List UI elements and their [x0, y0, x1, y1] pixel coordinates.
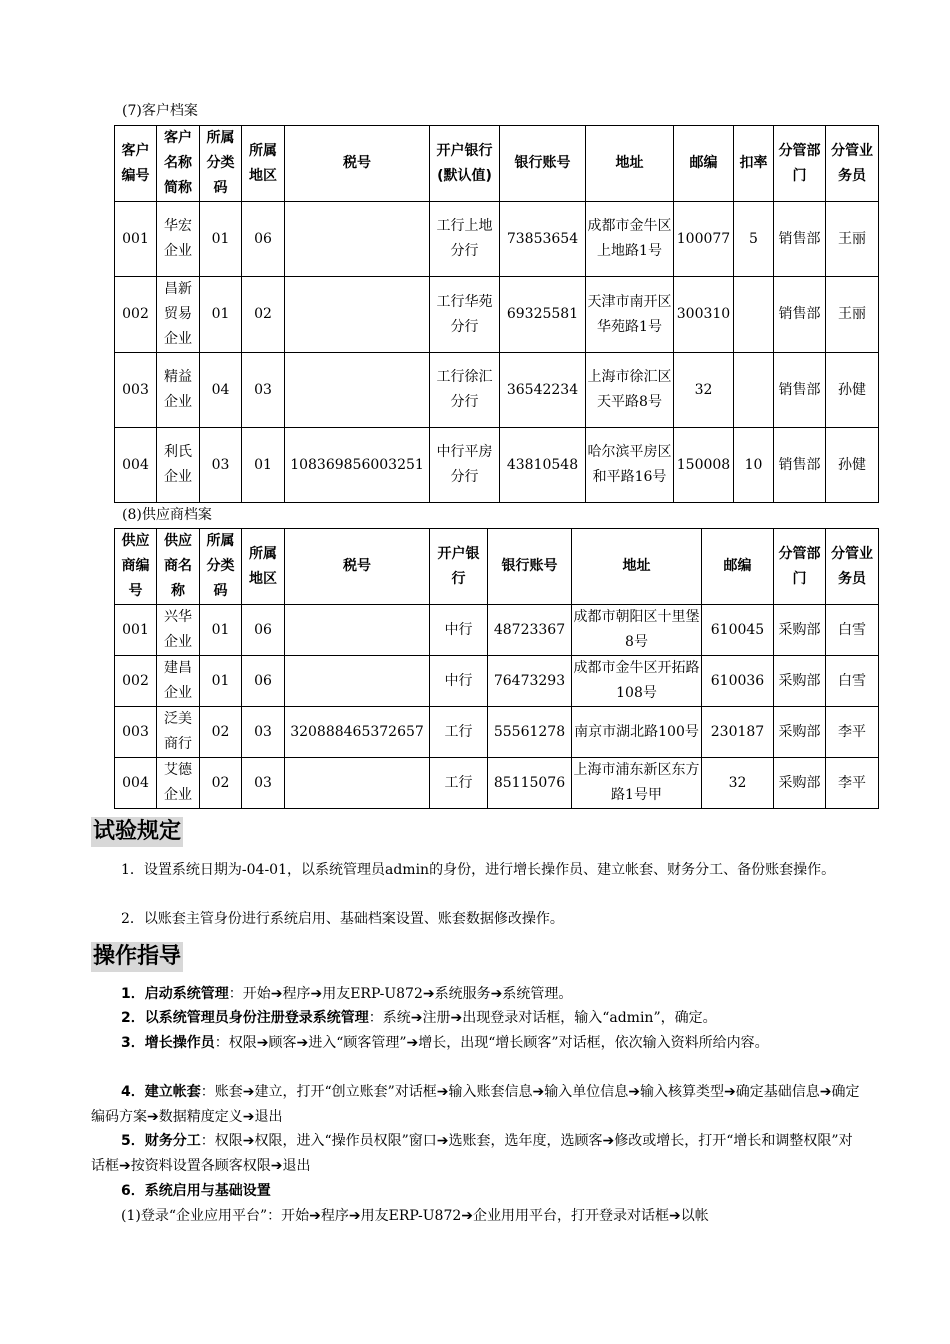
customer-archive-table [114, 125, 879, 503]
table-cell: 01 [200, 656, 242, 707]
table-row [115, 277, 879, 353]
table-cell: 华宏企业 [157, 202, 200, 277]
table-cell: 06 [242, 202, 285, 277]
guide-step [91, 982, 861, 1007]
table-cell: 02 [200, 758, 242, 809]
guide-step-text: (1)登录“企业应用平台”：开始➔程序➔用友ERP-U872➔企业用用平台，打开登录对话框➔以帐 [121, 1208, 709, 1224]
table-cell: 销售部 [774, 202, 826, 277]
table-cell: 108369856003251 [285, 428, 430, 503]
table-row [115, 707, 879, 758]
table-cell: 300310 [674, 277, 734, 353]
table-cell: 01 [242, 428, 285, 503]
table-cell: 48723367 [488, 605, 572, 656]
table-cell: 孙健 [826, 428, 879, 503]
table-cell: 中行平房分行 [430, 428, 500, 503]
table-cell: 02 [200, 707, 242, 758]
table-cell: 03 [242, 758, 285, 809]
table-cell: 销售部 [774, 353, 826, 428]
table-cell: 10 [734, 428, 774, 503]
table-cell: 001 [115, 202, 157, 277]
table-cell: 32 [674, 353, 734, 428]
table-cell: 55561278 [488, 707, 572, 758]
column-header: 分管业务员 [826, 126, 879, 202]
table-cell: 孙健 [826, 353, 879, 428]
guide-step [91, 1031, 861, 1056]
section-heading-guide: 操作指导 [91, 942, 183, 972]
requirement-item: 1．设置系统日期为-04-01，以系统管理员admin的身份，进行增长操作员、建立帐套、财务分工、备份账套操作。 [121, 862, 836, 878]
column-header: 客户编号 [115, 126, 157, 202]
table-cell: 01 [200, 277, 242, 353]
table-cell: 白雪 [826, 656, 879, 707]
table-cell: 白雪 [826, 605, 879, 656]
guide-step-label: 2．以系统管理员身份注册登录系统管理 [121, 1010, 369, 1026]
column-header: 扣率 [734, 126, 774, 202]
table-cell [734, 277, 774, 353]
guide-step [91, 1129, 861, 1178]
table-cell: 03 [200, 428, 242, 503]
guide-step-text: ：权限➔顾客➔进入“顾客管理”➔增长，出现“增长顾客”对话框，依次输入资料所给内容。 [214, 1035, 769, 1051]
table-cell: 002 [115, 277, 157, 353]
table-cell: 天津市南开区华苑路1号 [586, 277, 674, 353]
table-cell: 兴华企业 [157, 605, 200, 656]
table-cell: 李平 [826, 707, 879, 758]
table-cell: 利氏企业 [157, 428, 200, 503]
column-header: 所属分类码 [200, 126, 242, 202]
table-row [115, 428, 879, 503]
requirement-item: 2．以账套主管身份进行系统启用、基础档案设置、账套数据修改操作。 [121, 911, 564, 927]
table-cell: 004 [115, 758, 157, 809]
column-header: 分管部门 [774, 126, 826, 202]
table-cell [285, 202, 430, 277]
table-cell: 上海市徐汇区天平路8号 [586, 353, 674, 428]
table-cell: 工行华苑分行 [430, 277, 500, 353]
table-cell: 采购部 [774, 605, 826, 656]
table-cell: 01 [200, 605, 242, 656]
table-cell: 销售部 [774, 428, 826, 503]
table-cell [285, 277, 430, 353]
guide-step-text: ：权限➔权限，进入“操作员权限”窗口➔选账套，选年度，选顾客➔修改或增长，打开“增长和调整权限”对话框➔按资料设置各顾客权限➔退出 [91, 1133, 853, 1174]
column-header: 供应商名称 [157, 529, 200, 605]
table-cell: 610045 [702, 605, 774, 656]
table-cell: 001 [115, 605, 157, 656]
table-cell: 100077 [674, 202, 734, 277]
table-cell: 003 [115, 707, 157, 758]
table-cell: 004 [115, 428, 157, 503]
table-cell [285, 605, 430, 656]
table-cell: 采购部 [774, 707, 826, 758]
column-header: 所属地区 [242, 529, 285, 605]
table-cell: 150008 [674, 428, 734, 503]
column-header: 银行账号 [488, 529, 572, 605]
guide-step-text: ：系统➔注册➔出现登录对话框，输入“admin”，确定。 [368, 1010, 717, 1026]
table-cell: 泛美商行 [157, 707, 200, 758]
table-cell: 中行 [430, 656, 488, 707]
table-cell: 王丽 [826, 202, 879, 277]
table-cell: 昌新贸易企业 [157, 277, 200, 353]
guide-step-text: ：开始➔程序➔用友ERP-U872➔系统服务➔系统管理。 [228, 986, 573, 1002]
table-cell: 工行 [430, 758, 488, 809]
table-cell: 03 [242, 707, 285, 758]
table-cell: 69325581 [500, 277, 586, 353]
table-cell [285, 758, 430, 809]
table-row [115, 605, 879, 656]
table-cell: 003 [115, 353, 157, 428]
guide-step-label: 1．启动系统管理 [121, 986, 229, 1002]
table-cell: 04 [200, 353, 242, 428]
column-header: 税号 [285, 126, 430, 202]
table-row [115, 758, 879, 809]
guide-step-label: 3．增长操作员 [121, 1035, 215, 1051]
table-cell: 002 [115, 656, 157, 707]
column-header: 邮编 [702, 529, 774, 605]
table-cell: 43810548 [500, 428, 586, 503]
table-cell: 32 [702, 758, 774, 809]
column-header: 地址 [572, 529, 702, 605]
table-cell: 王丽 [826, 277, 879, 353]
column-header: 分管业务员 [826, 529, 879, 605]
table-cell: 5 [734, 202, 774, 277]
column-header: 开户银行(默认值) [430, 126, 500, 202]
table-cell [285, 656, 430, 707]
column-header: 供应商编号 [115, 529, 157, 605]
table-cell [285, 353, 430, 428]
table-cell: 06 [242, 605, 285, 656]
table-cell: 610036 [702, 656, 774, 707]
column-header: 开户银行 [430, 529, 488, 605]
table-cell: 哈尔滨平房区和平路16号 [586, 428, 674, 503]
column-header: 所属分类码 [200, 529, 242, 605]
column-header: 税号 [285, 529, 430, 605]
table-cell: 采购部 [774, 656, 826, 707]
guide-step-label: 5．财务分工 [121, 1133, 201, 1149]
guide-step [91, 1006, 861, 1031]
column-header: 分管部门 [774, 529, 826, 605]
table-cell: 工行徐汇分行 [430, 353, 500, 428]
customer-table-caption: (7)客户档案 [122, 103, 198, 119]
table-cell: 06 [242, 656, 285, 707]
table-cell: 上海市浦东新区东方路1号甲 [572, 758, 702, 809]
section-heading-requirements: 试验规定 [91, 817, 183, 847]
table-row [115, 353, 879, 428]
column-header: 客户名称简称 [157, 126, 200, 202]
guide-step-label: 6．系统启用与基础设置 [121, 1183, 271, 1199]
table-row [115, 656, 879, 707]
table-cell: 03 [242, 353, 285, 428]
guide-step [91, 1204, 861, 1229]
table-cell: 艾德企业 [157, 758, 200, 809]
table-cell: 采购部 [774, 758, 826, 809]
table-cell: 销售部 [774, 277, 826, 353]
guide-step [91, 1179, 861, 1204]
table-cell: 85115076 [488, 758, 572, 809]
guide-step-text: ：账套➔建立，打开“创立账套”对话框➔输入账套信息➔输入单位信息➔输入核算类型➔确定基础信息➔确定编码方案➔数据精度定义➔退出 [91, 1084, 860, 1125]
table-cell: 南京市湖北路100号 [572, 707, 702, 758]
table-cell: 02 [242, 277, 285, 353]
supplier-table-caption: (8)供应商档案 [122, 507, 212, 523]
table-row [115, 202, 879, 277]
table-cell [734, 353, 774, 428]
table-cell: 成都市朝阳区十里堡8号 [572, 605, 702, 656]
table-cell: 成都市金牛区开拓路108号 [572, 656, 702, 707]
table-cell: 李平 [826, 758, 879, 809]
table-cell: 73853654 [500, 202, 586, 277]
table-cell: 230187 [702, 707, 774, 758]
supplier-archive-table [114, 528, 879, 809]
table-cell: 01 [200, 202, 242, 277]
guide-step-label: 4．建立帐套 [121, 1084, 201, 1100]
table-cell: 工行上地分行 [430, 202, 500, 277]
table-cell: 工行 [430, 707, 488, 758]
table-cell: 36542234 [500, 353, 586, 428]
column-header: 所属地区 [242, 126, 285, 202]
column-header: 邮编 [674, 126, 734, 202]
column-header: 地址 [586, 126, 674, 202]
table-cell: 320888465372657 [285, 707, 430, 758]
table-cell: 成都市金牛区上地路1号 [586, 202, 674, 277]
guide-step [91, 1080, 861, 1129]
table-cell: 精益企业 [157, 353, 200, 428]
table-cell: 建昌企业 [157, 656, 200, 707]
table-cell: 76473293 [488, 656, 572, 707]
table-cell: 中行 [430, 605, 488, 656]
column-header: 银行账号 [500, 126, 586, 202]
